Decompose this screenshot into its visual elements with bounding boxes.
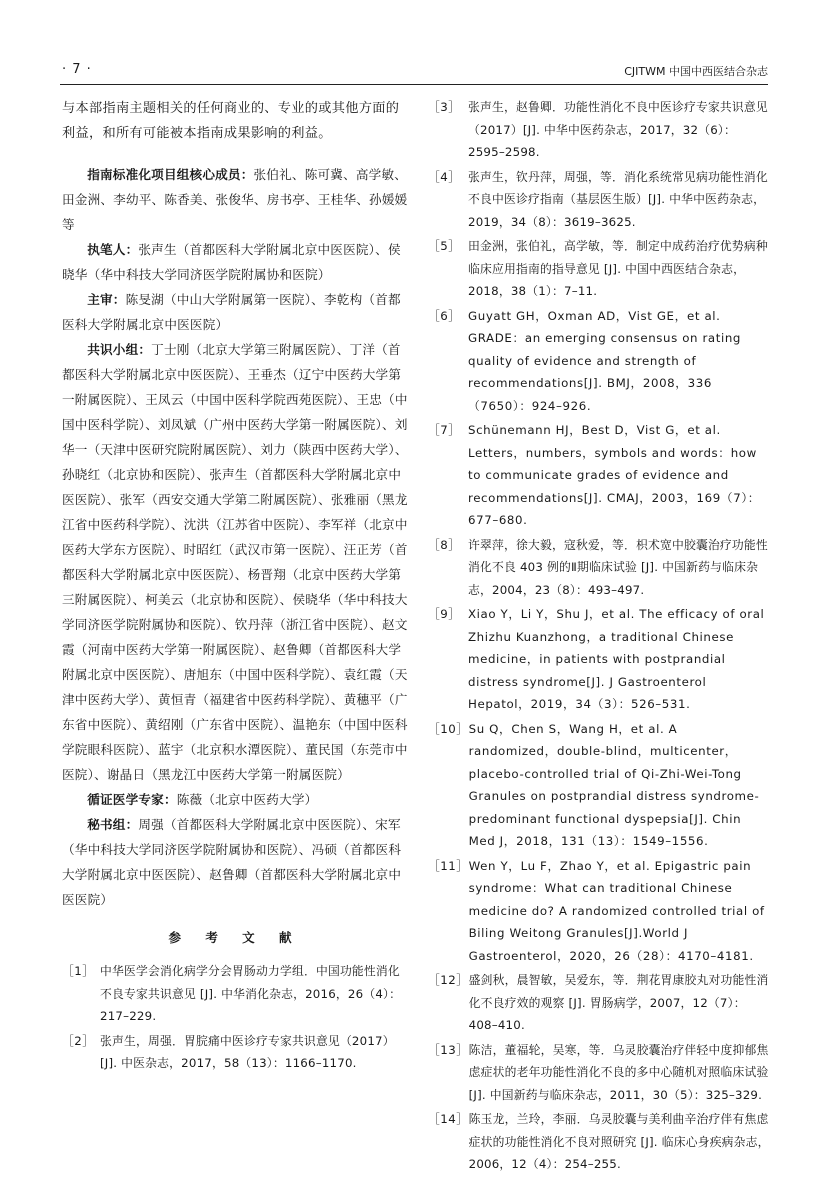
secretary-paragraph	[62, 812, 408, 912]
reference-number: ［9］	[428, 607, 461, 621]
core-members-label: 指南标准化项目组核心成员：	[87, 167, 254, 182]
consensus-text: 丁士刚（北京大学第三附属医院）、丁洋（首都医科大学附属北京中医医院）、王垂杰（辽宁中医药大学第一附属医院）、王凤云（中国中医科学院西苑医院）、王忠（中国中医科学院）、刘凤斌（广州中医药大学第一附属医院）、刘华一（天津中医研究院附属医院）、刘力（陕西中医药大学）、孙晓红（北京协和医院）、张声生（首都医科大学附属北京中医医院）、张军（西安交通大学第二附属医院）、张雅丽（黑龙江省中医药科学院）、沈洪（江苏省中医院）、李军祥（北京中医药大学东方医院）、时昭红（武汉市第一医院）、汪正芳（首都医科大学附属北京中医医院）、杨晋翔（北京中医药大学第三附属医院）、柯美云（北京协和医院）、侯晓华（华中科技大学同济医学院附属协和医院）、钦丹萍（浙江省中医院）、赵文霞（河南中医药大学第一附属医院）、赵鲁卿（首都医科大学附属北京中医医院）、唐旭东（中国中医科学院）、袁红霞（天津中医药大学）、黄恒青（福建省中医药科学院）、黄穗平（广东省中医院）、黄绍刚（广东省中医院）、温艳东（中国中医科学院眼科医院）、蓝宇（北京积水潭医院）、董民国（东莞市中医院）、谢晶日（黑龙江中医药大学第一附属医院）	[62, 342, 408, 782]
reference-number: ［11］	[428, 858, 469, 873]
left-column	[62, 96, 408, 1077]
reference-text: Wen Y，Lu F，Zhao Y，et al. Epigastric pain syndrome：What can traditional Chinese medicine do? A randomized controlled trial of Biling Weitong Granules[J].World J Gastroenterol，2020，26（28）：4170–4181.	[468, 858, 765, 963]
reference-item	[428, 419, 770, 532]
evidence-paragraph	[62, 787, 408, 812]
reference-item	[62, 1030, 408, 1075]
reference-text: Su Q，Chen S，Wang H，et al. A randomized，double-blind，multicenter，placebo-controlled trial of Qi-Zhi-Wei-Tong Granules on postprandial distress syndrome-predominant functional dyspepsia[J]. Chin Med J，2018，131（13）：1549–1556.	[468, 721, 760, 848]
reference-text: 陈洁，董福轮，吴寒，等．乌灵胶囊治疗伴轻中度抑郁焦虑症状的老年功能性消化不良的多中心随机对照临床试验 [J]. 中国新药与临床杂志，2011，30（5）：325–329.	[468, 1042, 769, 1102]
reference-number: ［2］	[62, 1033, 95, 1048]
reference-number: ［1］	[62, 964, 95, 978]
secretary-text: 周强（首都医科大学附属北京中医医院）、宋军（华中科技大学同济医学院附属协和医院）、冯硕（首都医科大学附属北京中医医院）、赵鲁卿（首都医科大学附属北京中医医院）	[62, 817, 402, 907]
consensus-paragraph	[62, 337, 408, 787]
authors-text: 张声生（首都医科大学附属北京中医医院）、侯晓华（华中科技大学同济医学院附属协和医院）	[62, 242, 401, 282]
reference-item	[428, 534, 770, 602]
reference-number: ［13］	[428, 1042, 469, 1057]
reference-item	[428, 1039, 770, 1107]
reference-text: 田金洲，张伯礼，高学敏，等．制定中成药治疗优势病种临床应用指南的指导意见 [J]. 中国中西医结合杂志，2018，38（1）：7–11.	[468, 239, 768, 298]
reference-text: 盛剑秋，晨智敏，吴爱东，等．荆花胃康胶丸对功能性消化不良疗效的观察 [J]. 胃肠病学，2007，12（7）：408–410.	[468, 973, 769, 1032]
reference-number: ［12］	[428, 973, 469, 987]
reference-item	[428, 235, 770, 303]
reference-item	[428, 1108, 770, 1176]
page-header	[60, 60, 768, 82]
consensus-label: 共识小组：	[87, 342, 152, 357]
evidence-text: 陈薇（北京中医药大学）	[176, 792, 318, 807]
authors-paragraph	[62, 237, 408, 287]
reference-item	[428, 166, 770, 234]
reference-number: ［3］	[428, 100, 461, 114]
reference-text: Guyatt GH，Oxman AD，Vist GE，et al. GRADE：an emerging consensus on rating quality of evidence and strength of recommendations[J]. BMJ，2008，336（7650）：924–926.	[468, 308, 742, 413]
reference-number: ［8］	[428, 537, 461, 552]
header-rule	[60, 84, 768, 85]
reference-item	[428, 718, 770, 853]
authors-label: 执笔人：	[87, 242, 139, 257]
references-heading: 参 考 文 献	[168, 930, 302, 945]
reference-number: ［14］	[428, 1112, 469, 1126]
reference-text: 张声生，赵鲁卿．功能性消化不良中医诊疗专家共识意见（2017）[J]. 中华中医药杂志，2017，32（6）：2595–2598.	[468, 100, 768, 159]
reference-number: ［10］	[428, 721, 469, 736]
reviewers-paragraph	[62, 287, 408, 337]
reviewers-label: 主审：	[87, 292, 126, 307]
reference-text: 许翠萍，徐大毅，寇秋爱，等．枳术宽中胶囊治疗功能性消化不良 403 例的Ⅱ期临床试验 [J]. 中国新药与临床杂志，2004，23（8）：493–497.	[468, 537, 768, 597]
reference-item	[428, 96, 770, 164]
journal-name: CJITWM 中国中西医结合杂志	[624, 65, 768, 78]
right-column	[428, 96, 770, 1178]
reference-item	[62, 960, 408, 1028]
reference-number: ［6］	[428, 308, 461, 323]
reference-text: 陈玉龙，兰玲，李丽．乌灵胶囊与美利曲辛治疗伴有焦虑症状的功能性消化不良对照研究 [J]. 临床心身疾病杂志，2006，12（4）：254–255.	[468, 1112, 770, 1171]
reference-number: ［5］	[428, 239, 461, 253]
reference-number: ［7］	[428, 423, 461, 437]
conflict-statement: 与本部指南主题相关的任何商业的、专业的或其他方面的利益，和所有可能被本指南成果影响的利益。	[62, 101, 400, 141]
reference-item	[428, 855, 770, 968]
core-members-paragraph	[62, 162, 408, 237]
reference-item	[428, 305, 770, 418]
core-members-text: 张伯礼、陈可冀、高学敏、田金洲、李幼平、陈香美、张俊华、房书亭、王桂华、孙媛媛等	[62, 167, 408, 232]
reference-text: 张声生，周强．胃脘痛中医诊疗专家共识意见（2017）[J]. 中医杂志，2017，58（13）：1166–1170.	[100, 1033, 395, 1070]
reference-number: ［4］	[428, 169, 461, 184]
reference-item	[428, 603, 770, 716]
reference-item	[428, 969, 770, 1037]
reference-text: 中华医学会消化病学分会胃肠动力学组．中国功能性消化不良专家共识意见 [J]. 中华消化杂志，2016，26（4）：217–229.	[100, 964, 402, 1023]
reviewers-text: 陈旻湖（中山大学附属第一医院）、李乾构（首都医科大学附属北京中医医院）	[62, 292, 401, 332]
page-number: · 7 ·	[62, 62, 92, 77]
reference-text: 张声生，钦丹萍，周强，等．消化系统常见病功能性消化不良中医诊疗指南（基层医生版）[J]. 中华中医药杂志，2019，34（8）：3619–3625.	[468, 169, 768, 229]
reference-text: Schünemann HJ，Best D，Vist G，et al. Letters，numbers，symbols and words：how to communicate grades of evidence and recommendations[J]. CMAJ，2003，169（7）：677–680.	[468, 423, 761, 527]
secretary-label: 秘书组：	[87, 817, 139, 832]
reference-text: Xiao Y，Li Y，Shu J，et al. The efficacy of oral Zhizhu Kuanzhong，a traditional Chinese medicine，in patients with postprandial distress syndrome[J]. J Gastroenterol Hepatol，2019，34（3）：526–531.	[468, 607, 765, 711]
evidence-label: 循证医学专家：	[87, 792, 177, 807]
